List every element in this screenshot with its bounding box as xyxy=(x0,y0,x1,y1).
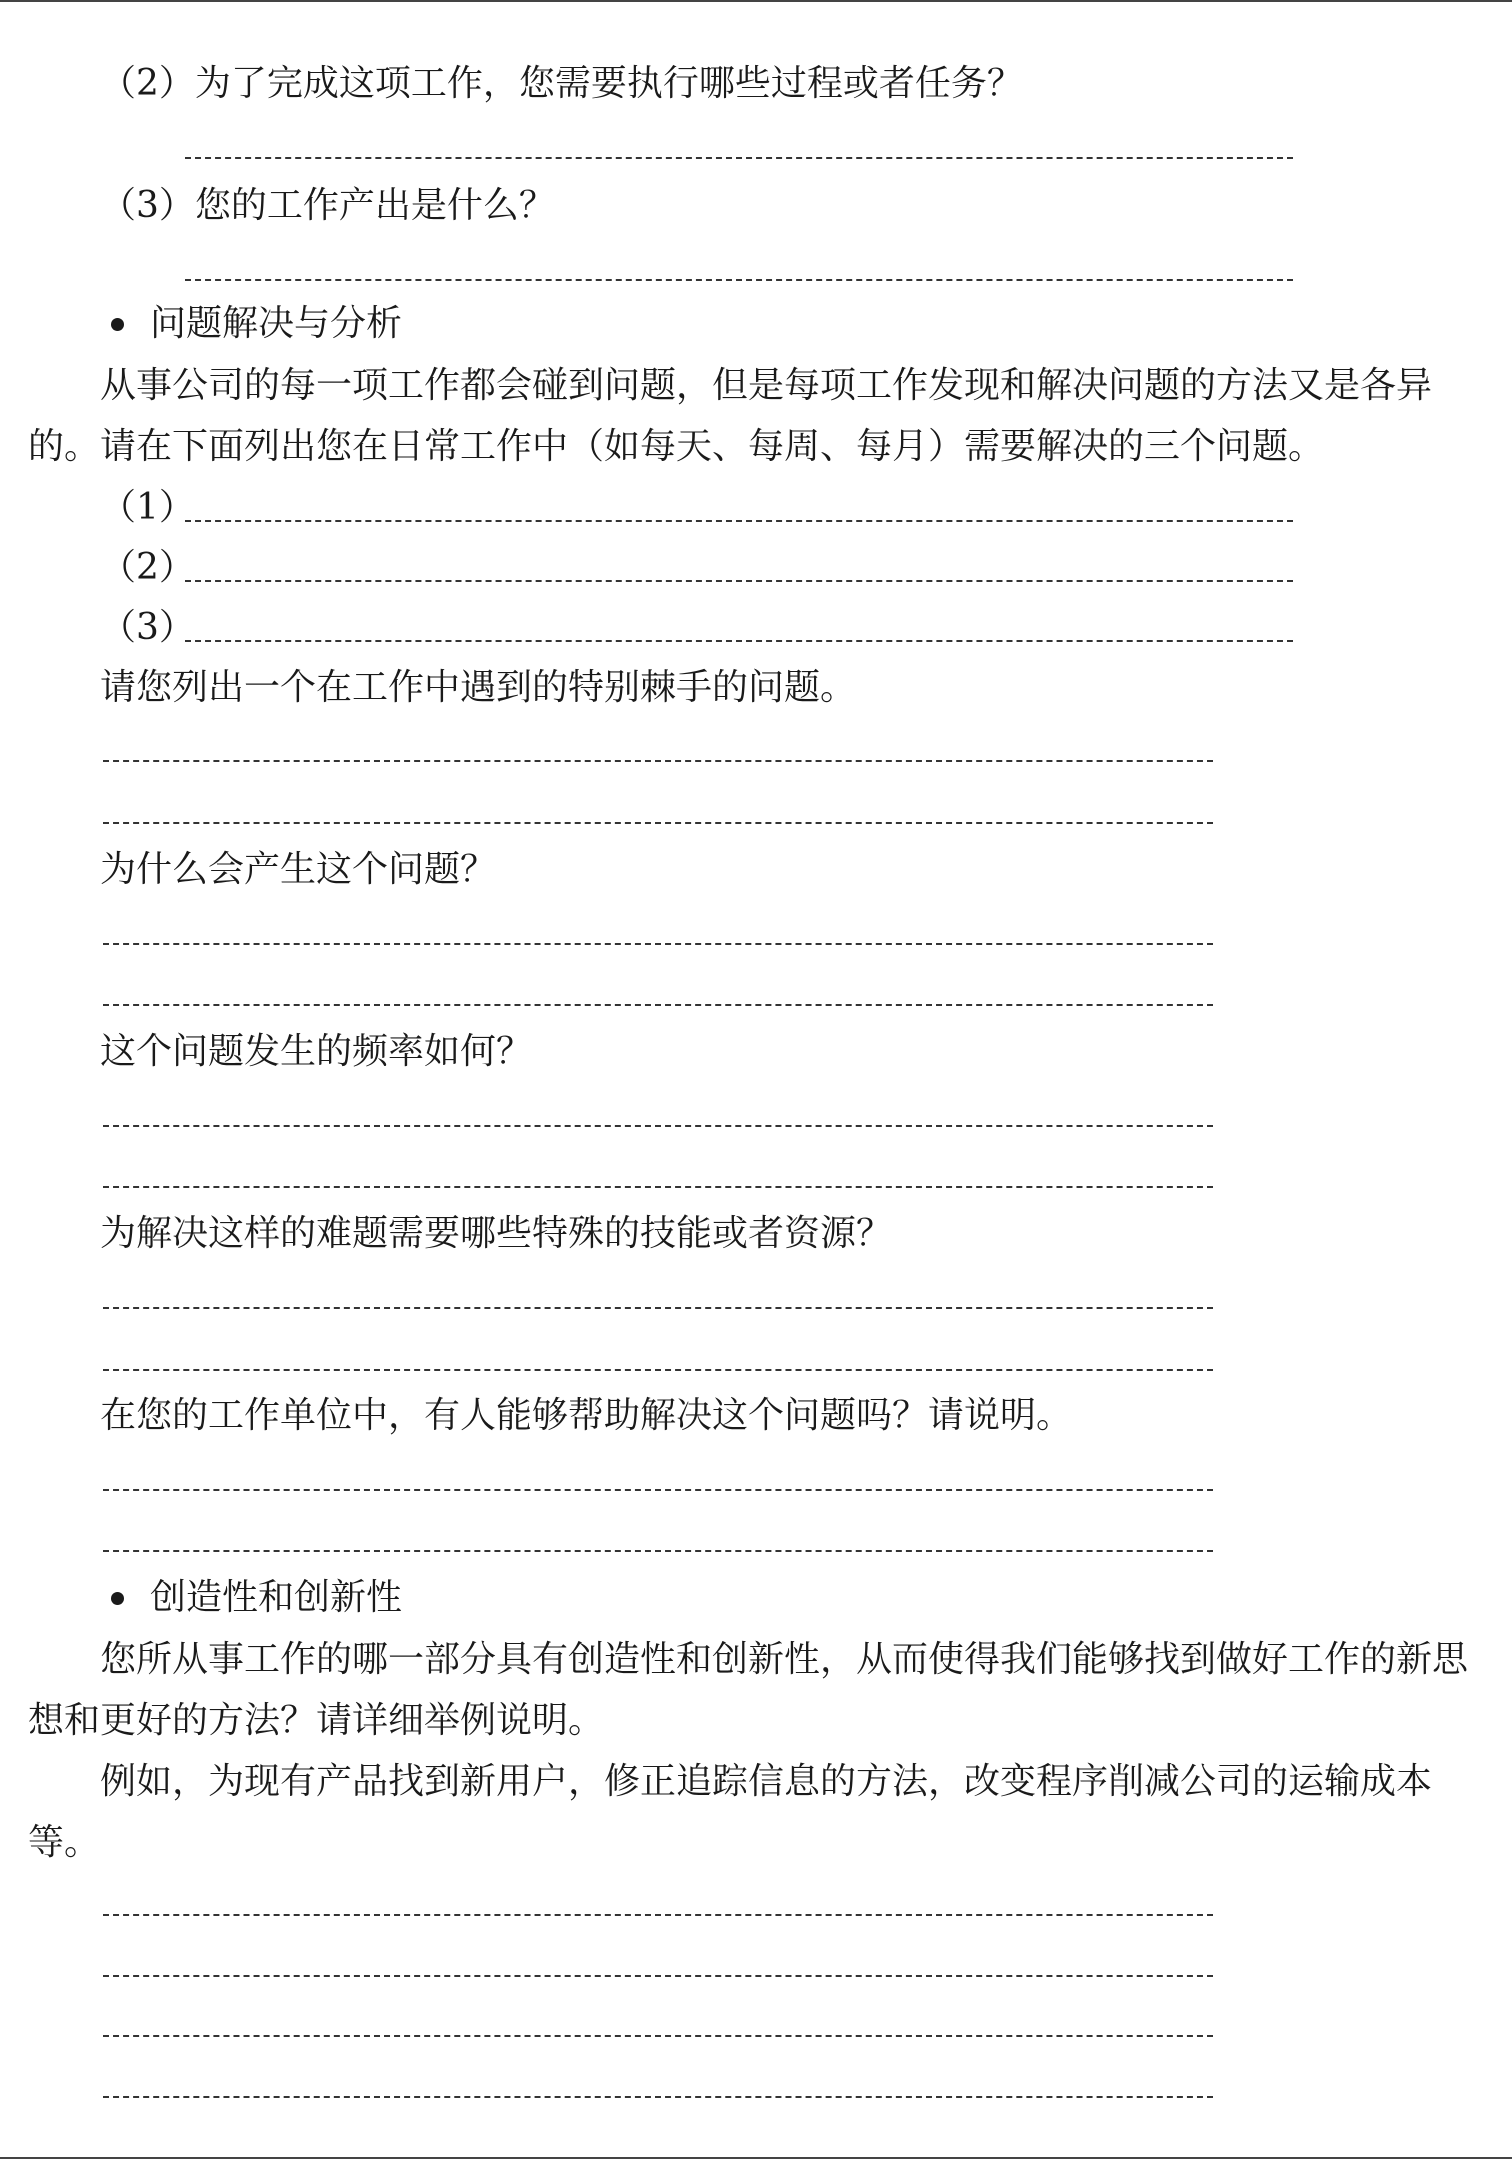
answer-line[interactable] xyxy=(185,279,1293,281)
question-2: （2）为了完成这项工作，您需要执行哪些过程或者任务？ xyxy=(100,63,1023,104)
answer-line[interactable] xyxy=(185,580,1293,582)
bullet-icon xyxy=(111,1592,124,1605)
answer-line[interactable] xyxy=(103,1914,1213,1916)
answer-line[interactable] xyxy=(103,943,1213,945)
answer-line[interactable] xyxy=(103,1489,1213,1491)
list-item-number: （1） xyxy=(100,487,195,528)
prompt-help: 在您的工作单位中，有人能够帮助解决这个问题吗？请说明。 xyxy=(100,1395,1073,1436)
answer-line[interactable] xyxy=(103,822,1213,824)
question-3: （3）您的工作产出是什么？ xyxy=(100,185,555,226)
prompt-frequency: 这个问题发生的频率如何？ xyxy=(100,1031,533,1072)
answer-line[interactable] xyxy=(103,760,1213,762)
answer-line[interactable] xyxy=(185,157,1293,159)
answer-line[interactable] xyxy=(103,1550,1213,1552)
prompt-why: 为什么会产生这个问题？ xyxy=(100,849,497,890)
answer-line[interactable] xyxy=(103,1186,1213,1188)
answer-line[interactable] xyxy=(185,520,1293,522)
section-heading-creative: 创造性和创新性 xyxy=(150,1577,403,1618)
section-heading-problem: 问题解决与分析 xyxy=(150,303,403,344)
problem-intro: 从事公司的每一项工作都会碰到问题，但是每项工作发现和解决问题的方法又是各异的。请在下面列出您在日常工作中（如每天、每周、每月）需要解决的三个问题。 xyxy=(28,365,1433,467)
prompt-difficult-problem: 请您列出一个在工作中遇到的特别棘手的问题。 xyxy=(100,667,857,708)
answer-line[interactable] xyxy=(103,1369,1213,1371)
creative-example: 例如，为现有产品找到新用户，修正追踪信息的方法，改变程序削减公司的运输成本等。 xyxy=(28,1761,1433,1863)
answer-line[interactable] xyxy=(103,1307,1213,1309)
creative-intro: 您所从事工作的哪一部分具有创造性和创新性，从而使得我们能够找到做好工作的新思想和更好的方法？请详细举例说明。 xyxy=(28,1639,1469,1741)
prompt-skills: 为解决这样的难题需要哪些特殊的技能或者资源？ xyxy=(100,1213,893,1254)
answer-line[interactable] xyxy=(103,2096,1213,2098)
bullet-icon xyxy=(111,318,124,331)
answer-line[interactable] xyxy=(103,1004,1213,1006)
answer-line[interactable] xyxy=(185,640,1293,642)
list-item-number: （3） xyxy=(100,607,195,648)
answer-line[interactable] xyxy=(103,1125,1213,1127)
answer-line[interactable] xyxy=(103,1975,1213,1977)
top-rule xyxy=(0,0,1512,2)
answer-line[interactable] xyxy=(103,2035,1213,2037)
bottom-rule xyxy=(0,2157,1512,2159)
list-item-number: （2） xyxy=(100,547,195,588)
